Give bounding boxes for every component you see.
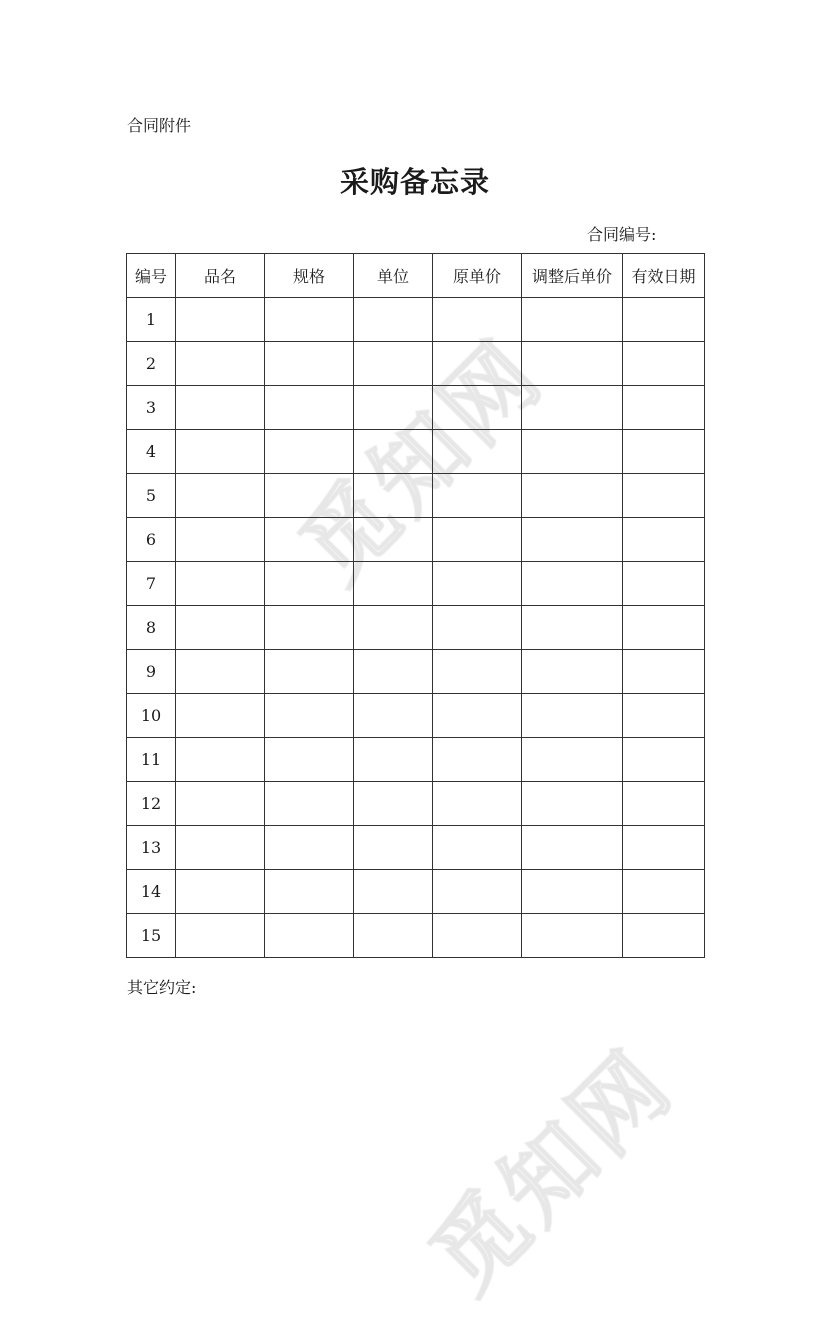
cell-adjusted-price xyxy=(522,782,623,826)
cell-adjusted-price xyxy=(522,738,623,782)
table-row xyxy=(127,826,705,870)
cell-number: 7 xyxy=(127,562,176,606)
cell-adjusted-price xyxy=(522,298,623,342)
cell-valid-date xyxy=(623,606,705,650)
cell-adjusted-price xyxy=(522,562,623,606)
cell-original-price xyxy=(433,562,522,606)
cell-unit xyxy=(354,738,433,782)
cell-specification xyxy=(265,562,354,606)
cell-specification xyxy=(265,694,354,738)
cell-unit xyxy=(354,518,433,562)
cell-adjusted-price xyxy=(522,342,623,386)
col-header-valid-date: 有效日期 xyxy=(623,254,705,298)
cell-unit xyxy=(354,782,433,826)
table-row xyxy=(127,298,705,342)
cell-unit xyxy=(354,562,433,606)
col-header-adjusted-price: 调整后单价 xyxy=(522,254,623,298)
col-header-product-name: 品名 xyxy=(176,254,265,298)
cell-original-price xyxy=(433,386,522,430)
cell-unit xyxy=(354,606,433,650)
cell-number: 14 xyxy=(127,870,176,914)
cell-specification xyxy=(265,518,354,562)
cell-valid-date xyxy=(623,826,705,870)
cell-valid-date xyxy=(623,386,705,430)
table-row xyxy=(127,650,705,694)
cell-valid-date xyxy=(623,870,705,914)
table-row xyxy=(127,342,705,386)
contract-number-label: 合同编号: xyxy=(587,225,657,244)
watermark: 觅知网 xyxy=(410,1029,695,1314)
cell-original-price xyxy=(433,342,522,386)
cell-number: 11 xyxy=(127,738,176,782)
cell-valid-date xyxy=(623,298,705,342)
cell-unit xyxy=(354,694,433,738)
cell-unit xyxy=(354,342,433,386)
cell-number: 6 xyxy=(127,518,176,562)
cell-original-price xyxy=(433,870,522,914)
cell-product-name xyxy=(176,518,265,562)
cell-valid-date xyxy=(623,430,705,474)
cell-product-name xyxy=(176,826,265,870)
cell-specification xyxy=(265,738,354,782)
cell-unit xyxy=(354,826,433,870)
cell-unit xyxy=(354,870,433,914)
cell-original-price xyxy=(433,518,522,562)
cell-adjusted-price xyxy=(522,386,623,430)
cell-specification xyxy=(265,606,354,650)
table-row xyxy=(127,914,705,958)
cell-specification xyxy=(265,826,354,870)
cell-valid-date xyxy=(623,694,705,738)
cell-specification xyxy=(265,914,354,958)
cell-product-name xyxy=(176,870,265,914)
cell-number: 5 xyxy=(127,474,176,518)
page-title: 采购备忘录 xyxy=(339,165,490,199)
cell-valid-date xyxy=(623,782,705,826)
cell-specification xyxy=(265,650,354,694)
cell-adjusted-price xyxy=(522,826,623,870)
cell-product-name xyxy=(176,914,265,958)
cell-number: 9 xyxy=(127,650,176,694)
table-row xyxy=(127,518,705,562)
table-row xyxy=(127,606,705,650)
cell-number: 13 xyxy=(127,826,176,870)
cell-unit xyxy=(354,386,433,430)
cell-adjusted-price xyxy=(522,474,623,518)
cell-specification xyxy=(265,386,354,430)
watermark: 觅知网 xyxy=(280,319,565,604)
cell-specification xyxy=(265,298,354,342)
cell-original-price xyxy=(433,694,522,738)
cell-number: 10 xyxy=(127,694,176,738)
attachment-label: 合同附件 xyxy=(127,116,192,135)
cell-product-name xyxy=(176,606,265,650)
cell-original-price xyxy=(433,650,522,694)
cell-original-price xyxy=(433,782,522,826)
table-row xyxy=(127,562,705,606)
table-row xyxy=(127,782,705,826)
cell-adjusted-price xyxy=(522,694,623,738)
col-header-number: 编号 xyxy=(127,254,176,298)
cell-adjusted-price xyxy=(522,430,623,474)
cell-specification xyxy=(265,342,354,386)
cell-number: 1 xyxy=(127,298,176,342)
cell-unit xyxy=(354,650,433,694)
cell-specification xyxy=(265,870,354,914)
cell-product-name xyxy=(176,782,265,826)
cell-number: 8 xyxy=(127,606,176,650)
cell-original-price xyxy=(433,298,522,342)
cell-product-name xyxy=(176,430,265,474)
cell-original-price xyxy=(433,738,522,782)
cell-product-name xyxy=(176,386,265,430)
cell-number: 2 xyxy=(127,342,176,386)
cell-product-name xyxy=(176,562,265,606)
cell-number: 3 xyxy=(127,386,176,430)
cell-adjusted-price xyxy=(522,518,623,562)
table-row xyxy=(127,474,705,518)
cell-unit xyxy=(354,298,433,342)
cell-product-name xyxy=(176,694,265,738)
cell-adjusted-price xyxy=(522,870,623,914)
cell-product-name xyxy=(176,298,265,342)
cell-product-name xyxy=(176,650,265,694)
col-header-original-price: 原单价 xyxy=(433,254,522,298)
col-header-specification: 规格 xyxy=(265,254,354,298)
table-row xyxy=(127,738,705,782)
cell-adjusted-price xyxy=(522,606,623,650)
table-row xyxy=(127,386,705,430)
cell-unit xyxy=(354,430,433,474)
cell-specification xyxy=(265,474,354,518)
cell-product-name xyxy=(176,342,265,386)
purchase-table xyxy=(126,253,705,958)
table-row xyxy=(127,870,705,914)
cell-unit xyxy=(354,914,433,958)
cell-adjusted-price xyxy=(522,914,623,958)
cell-valid-date xyxy=(623,562,705,606)
cell-valid-date xyxy=(623,738,705,782)
cell-specification xyxy=(265,782,354,826)
cell-number: 12 xyxy=(127,782,176,826)
other-terms-label: 其它约定: xyxy=(127,978,197,997)
cell-valid-date xyxy=(623,342,705,386)
cell-specification xyxy=(265,430,354,474)
cell-valid-date xyxy=(623,474,705,518)
cell-original-price xyxy=(433,914,522,958)
cell-valid-date xyxy=(623,650,705,694)
cell-valid-date xyxy=(623,518,705,562)
cell-number: 15 xyxy=(127,914,176,958)
cell-product-name xyxy=(176,474,265,518)
cell-original-price xyxy=(433,606,522,650)
cell-unit xyxy=(354,474,433,518)
col-header-unit: 单位 xyxy=(354,254,433,298)
table-row xyxy=(127,694,705,738)
cell-adjusted-price xyxy=(522,650,623,694)
cell-number: 4 xyxy=(127,430,176,474)
table-row xyxy=(127,430,705,474)
cell-valid-date xyxy=(623,914,705,958)
table-header-row xyxy=(127,254,705,298)
cell-original-price xyxy=(433,474,522,518)
cell-original-price xyxy=(433,430,522,474)
cell-product-name xyxy=(176,738,265,782)
cell-original-price xyxy=(433,826,522,870)
